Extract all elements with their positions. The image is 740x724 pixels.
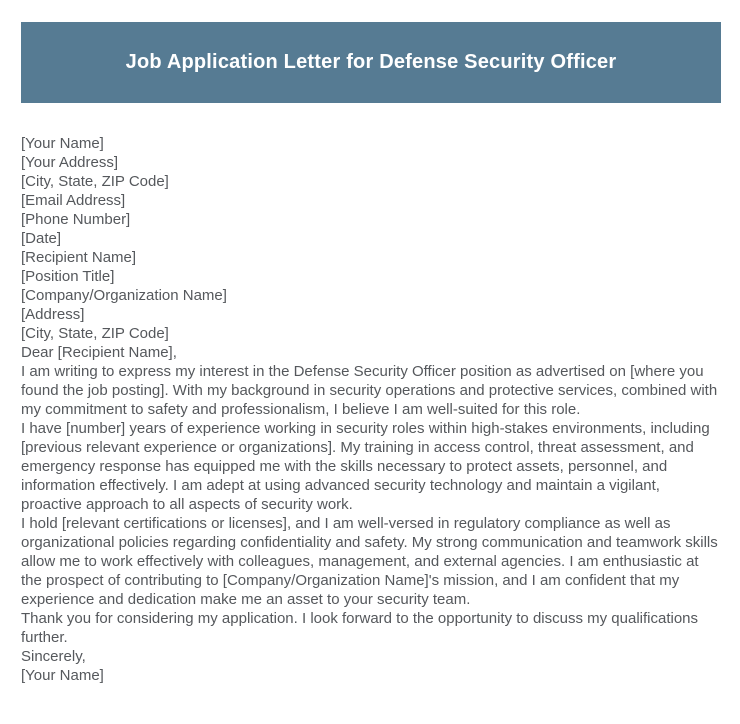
address-line-position-title: [Position Title]	[21, 268, 115, 285]
address-line-phone: [Phone Number]	[21, 211, 131, 228]
address-line-address: [Address]	[21, 306, 85, 323]
letter-paragraph-certifications: I hold [relevant certifications or licenses], and I am well-versed in regulatory compliance as well as organizational policies regarding confidentiality and safety. My strong communication and teamwork skills allow me to work effectively with colleagues, management, and external agencies. I am enthusiastic at the prospect of contributing to [Company/Organization Name]'s mission, and I am confident that my experience and dedication make me an asset to your security team.	[21, 515, 718, 608]
title-banner	[21, 22, 721, 103]
address-line-recipient-name: [Recipient Name]	[21, 249, 137, 266]
address-line-city-state-zip: [City, State, ZIP Code]	[21, 173, 169, 190]
address-line-city-state-zip-2: [City, State, ZIP Code]	[21, 325, 169, 342]
address-line-your-address: [Your Address]	[21, 154, 119, 171]
page-title: Job Application Letter for Defense Security Officer	[125, 51, 617, 73]
address-line-date: [Date]	[21, 230, 62, 247]
letter-paragraph-experience: I have [number] years of experience working in security roles within high-stakes environments, including [previous relevant experience or organizations]. My training in access control, threat assessment, and emergency response has equipped me with the skills necessary to protect assets, personnel, and information effectively. I am adept at using advanced security technology and maintain a vigilant, proactive approach to all aspects of security work.	[21, 420, 710, 513]
signature: [Your Name]	[21, 667, 104, 684]
letter-paragraph-thanks: Thank you for considering my application. I look forward to the opportunity to discuss my qualifications further.	[21, 610, 699, 646]
salutation: Dear [Recipient Name],	[21, 344, 177, 361]
address-line-company-name: [Company/Organization Name]	[21, 287, 227, 304]
letter-body	[21, 134, 721, 685]
closing: Sincerely,	[21, 648, 86, 665]
address-line-email: [Email Address]	[21, 192, 126, 209]
address-line-your-name: [Your Name]	[21, 135, 104, 152]
letter-paragraph-intro: I am writing to express my interest in the Defense Security Officer position as advertised on [where you found the job posting]. With my background in security operations and protective services, combined with my commitment to safety and professionalism, I believe I am well-suited for this role.	[21, 363, 718, 418]
